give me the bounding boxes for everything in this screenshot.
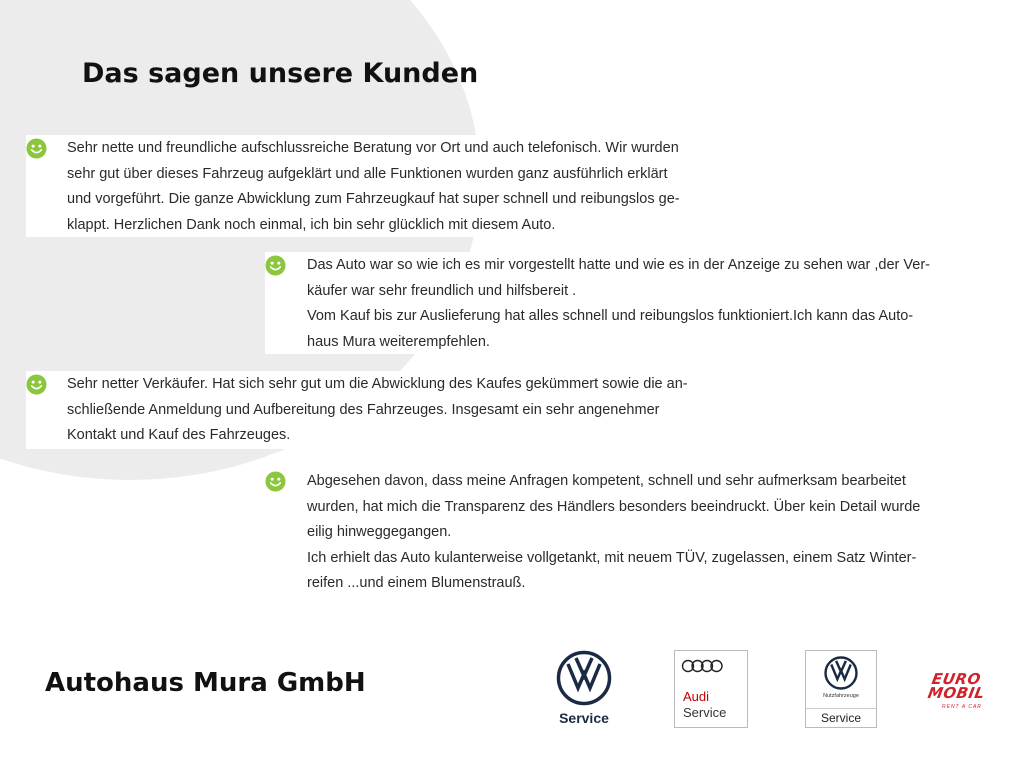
review-line: Sehr netter Verkäufer. Hat sich sehr gut um die Abwicklung des Kaufes gekümmert sowie die an- bbox=[67, 376, 688, 392]
vw-logo-icon bbox=[556, 650, 612, 706]
audi-service-label: Service bbox=[683, 705, 727, 720]
audi-service-logo bbox=[674, 650, 748, 728]
review-line: eilig hinweggegangen. bbox=[307, 524, 452, 540]
euromobil-logo bbox=[920, 668, 1010, 718]
euromobil-line2: MOBIL bbox=[926, 684, 987, 702]
smiley-icon bbox=[26, 138, 47, 159]
company-name: Autohaus Mura GmbH bbox=[45, 668, 366, 698]
audi-rings-icon bbox=[681, 659, 725, 673]
smiley-icon bbox=[265, 471, 286, 492]
review-card bbox=[26, 371, 766, 449]
smiley-icon bbox=[265, 255, 286, 276]
review-line: haus Mura weiterempfehlen. bbox=[307, 333, 490, 350]
review-line: klappt. Herzlichen Dank noch einmal, ich bin sehr glücklich mit diesem Auto. bbox=[67, 216, 556, 233]
audi-brand-label: Audi bbox=[683, 689, 710, 704]
review-line: Kontakt und Kauf des Fahrzeuges. bbox=[67, 427, 291, 443]
review-line: wurden, hat mich die Transparenz des Händlers besonders beeindruckt. Über kein Detail wurde bbox=[307, 498, 921, 515]
review-card bbox=[26, 135, 766, 237]
review-line: käufer war sehr freundlich und hilfsbereit . bbox=[307, 282, 577, 299]
review-line: Abgesehen davon, dass meine Anfragen kompetent, schnell und sehr aufmerksam bearbeitet bbox=[307, 473, 906, 489]
review-text bbox=[67, 372, 767, 449]
review-text bbox=[307, 253, 1002, 355]
review-line: Sehr nette und freundliche aufschlussreiche Beratung vor Ort und auch telefonisch. Wir wurden bbox=[67, 140, 679, 156]
review-text bbox=[67, 136, 757, 238]
vw-logo-icon bbox=[824, 656, 858, 690]
review-line: schließende Anmeldung und Aufbereitung des Fahrzeuges. Insgesamt ein sehr angenehmer bbox=[67, 401, 660, 418]
vw-service-label: Service bbox=[559, 710, 609, 726]
review-line: und vorgeführt. Die ganze Abwicklung zum Fahrzeugkauf hat super schnell und reibungslos ge- bbox=[67, 191, 680, 207]
nutzfahrzeuge-label: Nutzfahrzeuge bbox=[823, 693, 859, 699]
euromobil-line1: EURO bbox=[930, 670, 983, 688]
vwn-service-label: Service bbox=[806, 708, 876, 725]
smiley-icon bbox=[26, 374, 47, 395]
review-line: Ich erhielt das Auto kulanterweise vollgetankt, mit neuem TÜV, zugelassen, einem Satz Winter- bbox=[307, 549, 917, 566]
vw-service-logo bbox=[550, 648, 618, 732]
vw-nutzfahrzeuge-service-logo bbox=[805, 650, 877, 728]
review-line: reifen ...und einem Blumenstrauß. bbox=[307, 575, 526, 591]
review-line: sehr gut über dieses Fahrzeug aufgeklärt und alle Funktionen wurden ganz ausführlich erklärt bbox=[67, 165, 668, 182]
review-card bbox=[265, 252, 1005, 354]
page-title: Das sagen unsere Kunden bbox=[82, 58, 479, 89]
review-line: Das Auto war so wie ich es mir vorgestellt hatte und wie es in der Anzeige zu sehen war ,der Ver- bbox=[307, 257, 931, 273]
review-text bbox=[307, 469, 1007, 597]
euromobil-tagline: RENT A CAR bbox=[942, 704, 982, 710]
review-line: Vom Kauf bis zur Auslieferung hat alles schnell und reibungslos funktioniert.Ich kann das Auto- bbox=[307, 308, 914, 324]
review-card bbox=[265, 468, 1010, 596]
